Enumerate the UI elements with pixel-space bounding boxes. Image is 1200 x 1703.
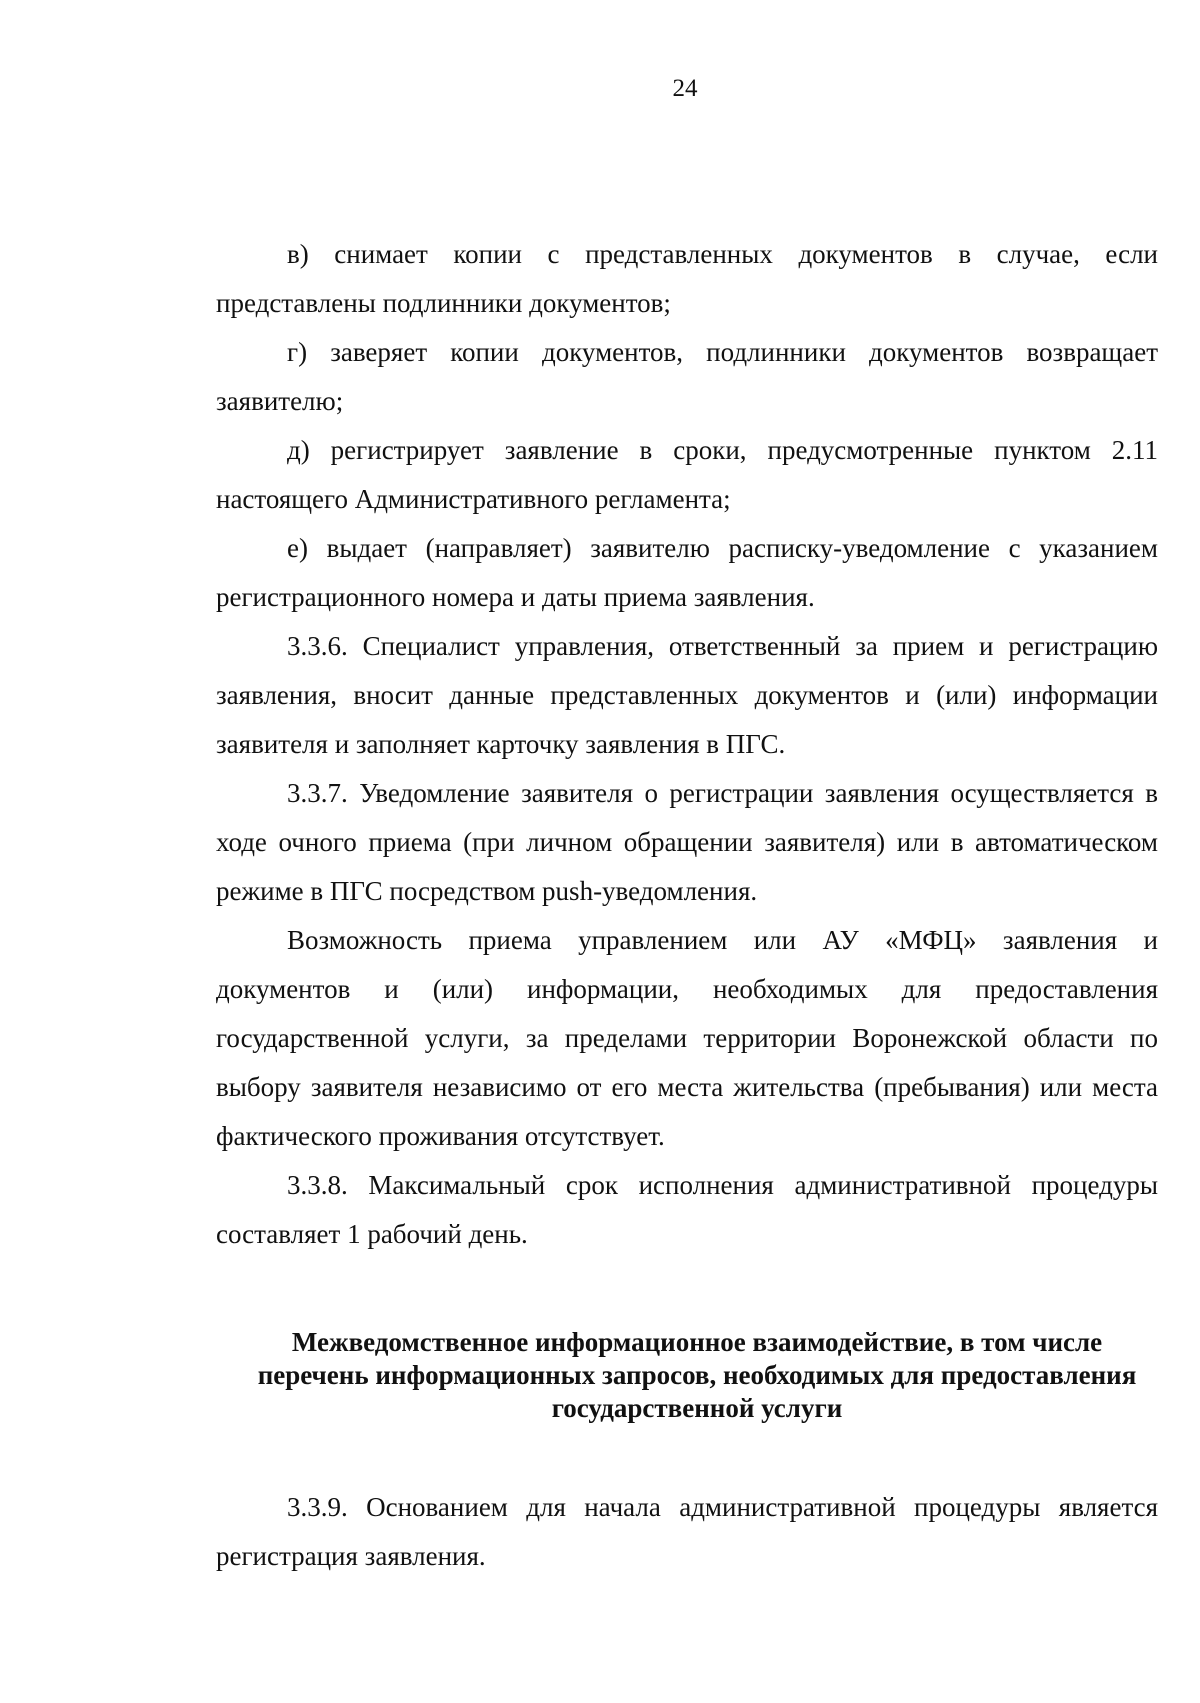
section-heading-line-2: перечень информационных запросов, необходимых для предоставления: [257, 1360, 1137, 1390]
paragraph-g: г) заверяет копии документов, подлинники документов возвращает заявителю;: [216, 337, 1158, 416]
paragraph-d: д) регистрирует заявление в сроки, предусмотренные пунктом 2.11 настоящего Административного регламента;: [216, 435, 1158, 514]
paragraph-3-3-7: 3.3.7. Уведомление заявителя о регистрации заявления осуществляется в ходе очного приема (при личном обращении заявителя) или в автоматическом режиме в ПГС посредством push-уведомления.: [216, 778, 1158, 906]
section-heading-line-3: государственной услуги: [551, 1393, 843, 1423]
paragraph-possibility: Возможность приема управлением или АУ «МФЦ» заявления и документов и (или) информации, необходимых для предоставления государственной услуги, за пределами территории Воронежской области по выбору заявителя независимо от его места жительства (пребывания) или места фактического проживания отсутствует.: [216, 925, 1158, 1151]
page-number: 24: [672, 75, 698, 102]
section-heading: [216, 1326, 1158, 1425]
section-heading-line-1: Межведомственное информационное взаимодействие, в том числе: [291, 1327, 1103, 1357]
document-body: [216, 230, 1158, 1581]
paragraph-3-3-9: 3.3.9. Основанием для начала административной процедуры является регистрация заявления.: [216, 1492, 1158, 1571]
paragraph-3-3-8: 3.3.8. Максимальный срок исполнения административной процедуры составляет 1 рабочий день.: [216, 1170, 1158, 1249]
paragraph-e: е) выдает (направляет) заявителю расписку-уведомление с указанием регистрационного номера и даты приема заявления.: [216, 533, 1158, 612]
paragraph-3-3-6: 3.3.6. Специалист управления, ответственный за прием и регистрацию заявления, вносит данные представленных документов и (или) информации заявителя и заполняет карточку заявления в ПГС.: [216, 631, 1158, 759]
paragraph-v: в) снимает копии с представленных документов в случае, если представлены подлинники документов;: [216, 239, 1158, 318]
